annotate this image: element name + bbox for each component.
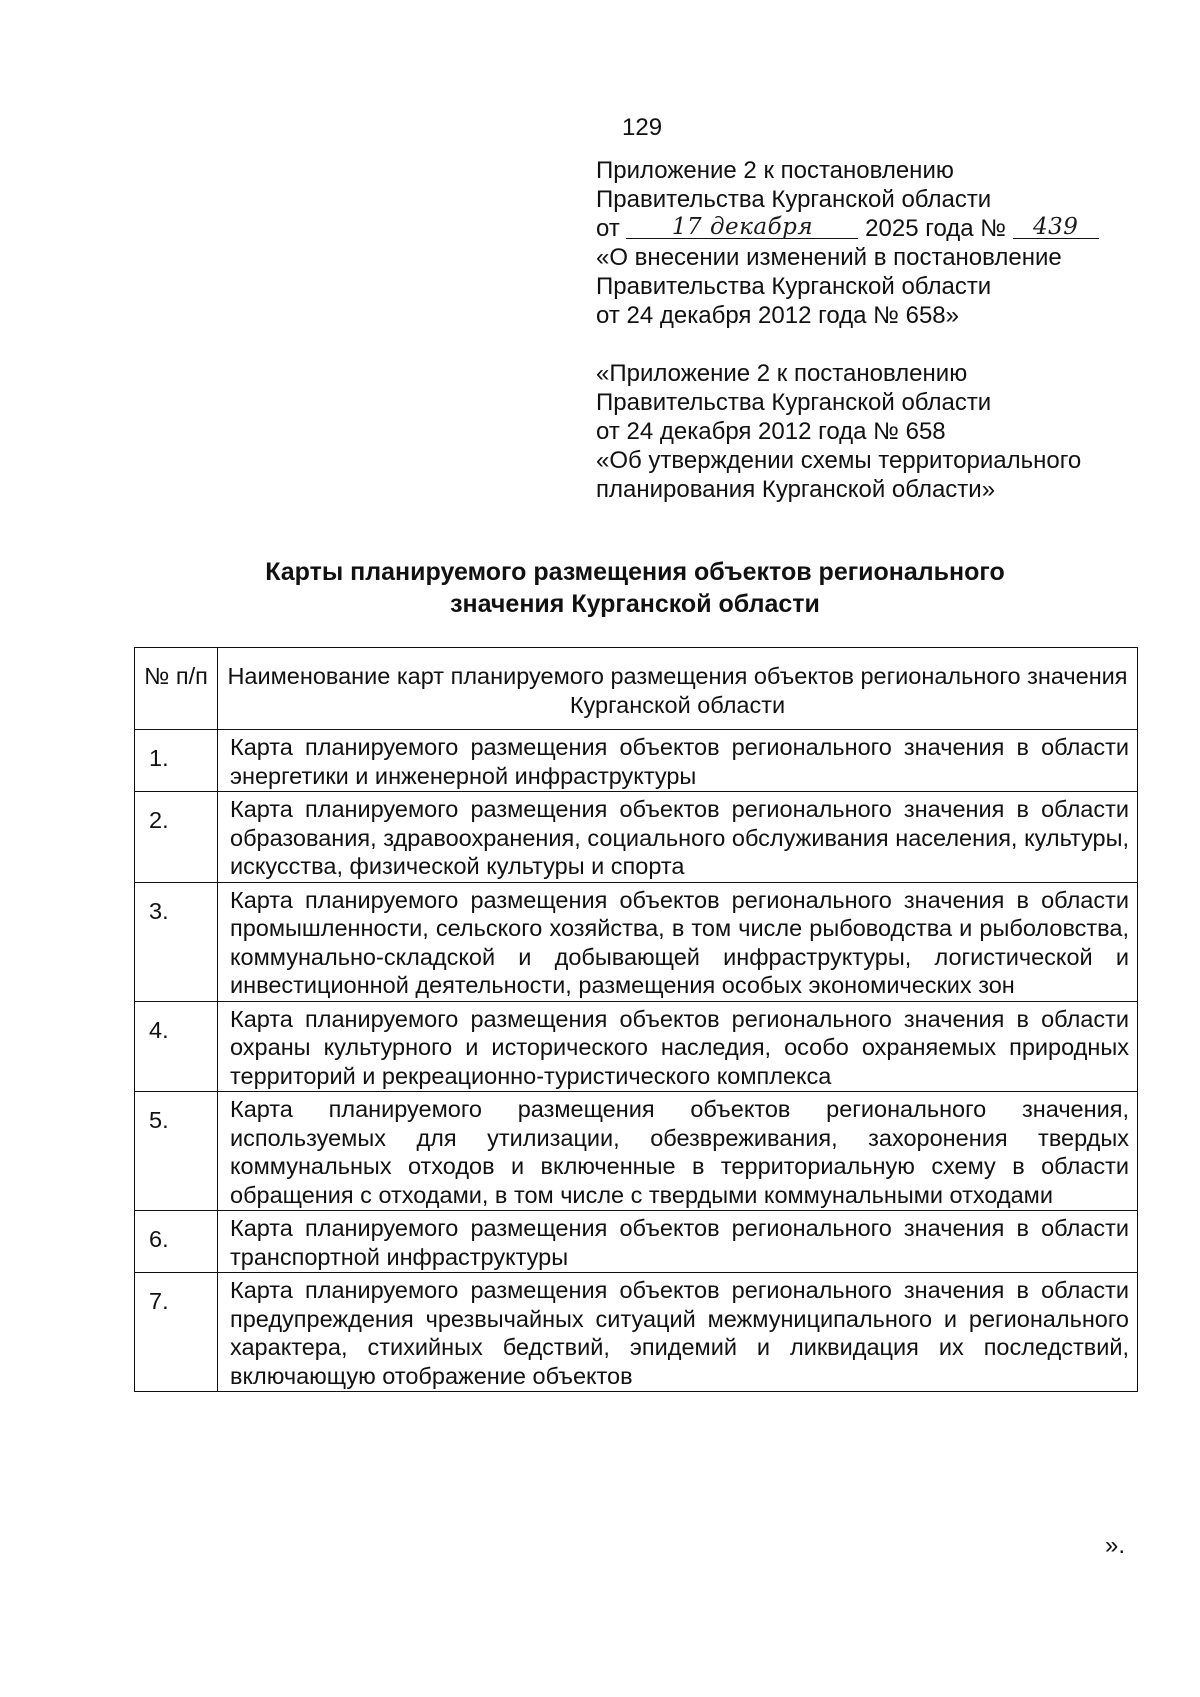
row-name: Карта планируемого размещения объектов регионального значения в области охраны культурного и исторического наследия, особо охраняемых природных территорий и рекреационно-туристического комплекса [218, 1001, 1138, 1092]
row-number: 7. [135, 1273, 218, 1392]
page-number: 129 [622, 114, 663, 141]
row-name: Карта планируемого размещения объектов регионального значения в области транспортной инфраструктуры [218, 1211, 1138, 1273]
date-line [596, 214, 1156, 243]
row-name: Карта планируемого размещения объектов регионального значения в области образования, здравоохранения, социального обслуживания населения, культуры, искусства, физической культуры и спорта [218, 792, 1138, 883]
row-number: 2. [135, 792, 218, 883]
row-number: 4. [135, 1001, 218, 1092]
government-line: Правительства Курганской области [596, 186, 992, 213]
table-row [135, 730, 1138, 792]
date-blank [626, 214, 858, 239]
table-header-row [135, 648, 1138, 730]
header-spacer [596, 330, 1156, 359]
table-row [135, 1273, 1138, 1392]
quoted-line-3: от 24 декабря 2012 года № 658 [596, 418, 946, 445]
number-blank [1013, 214, 1099, 239]
row-number: 3. [135, 882, 218, 1001]
quoted-line-5: планирования Курганской области» [596, 476, 996, 503]
row-name: Карта планируемого размещения объектов регионального значения в области предупреждения чрезвычайных ситуаций межмуниципального и регионального характера, стихийных бедствий, эпидемий и ликвидация их последствий, включающую отображение объектов [218, 1273, 1138, 1392]
subject-line-3: от 24 декабря 2012 года № 658» [596, 302, 959, 329]
date-prefix: от [596, 215, 620, 242]
handwritten-date: 17 декабря [671, 214, 814, 240]
table-row [135, 1001, 1138, 1092]
subject-line-1: «О внесении изменений в постановление [596, 244, 1062, 271]
title-line-2: значения Курганской области [450, 590, 820, 618]
appendix-header [596, 156, 1156, 504]
row-number: 5. [135, 1092, 218, 1211]
appendix-line: Приложение 2 к постановлению [596, 157, 954, 184]
maps-table [134, 647, 1138, 1392]
handwritten-number: 439 [1033, 214, 1079, 240]
column-header-name: Наименование карт планируемого размещения объектов регионального значения Курганской области [218, 648, 1138, 730]
row-name: Карта планируемого размещения объектов регионального значения в области энергетики и инженерной инфраструктуры [218, 730, 1138, 792]
row-name: Карта планируемого размещения объектов регионального значения в области промышленности, сельского хозяйства, в том числе рыбоводства и рыболовства, коммунально-складской и добывающей инфраструктуры, логистической и инвестиционной деятельности, размещения особых экономических зон [218, 882, 1138, 1001]
column-header-number: № п/п [135, 648, 218, 730]
table-row [135, 792, 1138, 883]
closing-quote-mark: ». [1105, 1532, 1126, 1559]
row-number: 6. [135, 1211, 218, 1273]
table-row [135, 1211, 1138, 1273]
row-number: 1. [135, 730, 218, 792]
quoted-line-4: «Об утверждении схемы территориального [596, 447, 1082, 474]
table-row [135, 882, 1138, 1001]
quoted-line-2: Правительства Курганской области [596, 389, 992, 416]
row-name: Карта планируемого размещения объектов регионального значения, используемых для утилизации, обезвреживания, захоронения твердых коммунальных отходов и включенные в территориальную схему в области обращения с отходами, в том числе с твердыми коммунальными отходами [218, 1092, 1138, 1211]
document-title [130, 556, 1140, 620]
quoted-line-1: «Приложение 2 к постановлению [596, 360, 968, 387]
table-row [135, 1092, 1138, 1211]
subject-line-2: Правительства Курганской области [596, 273, 992, 300]
year-text: 2025 года № [865, 215, 1007, 242]
title-line-1: Карты планируемого размещения объектов регионального [265, 558, 1005, 586]
